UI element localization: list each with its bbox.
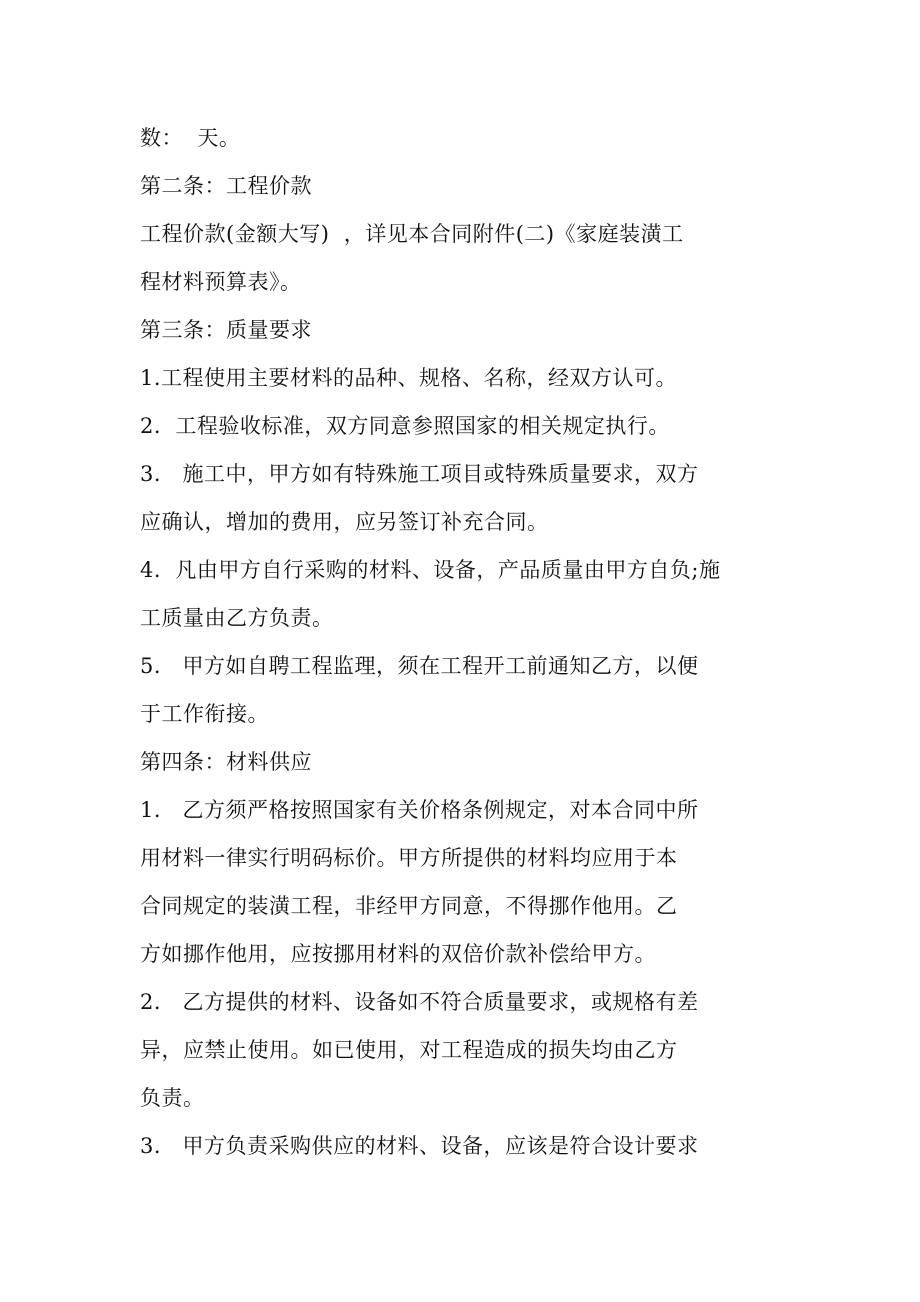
text-line-days: 数： 天。 — [140, 126, 241, 150]
text-line: 异，应禁止使用。如已使用，对工程造成的损失均由乙方 — [140, 1038, 678, 1062]
heading-article-3: 第三条：质量要求 — [140, 318, 312, 342]
list-item-quality-2: 2. 工程验收标准，双方同意参照国家的相关规定执行。 — [140, 414, 670, 438]
list-item-supply-3: 3. 甲方负责采购供应的材料、设备，应该是符合设计要求 — [140, 1134, 699, 1158]
heading-article-4: 第四条：材料供应 — [140, 750, 312, 774]
text-line: 程材料预算表》。 — [140, 270, 302, 294]
list-item-quality-1: 1.工程使用主要材料的品种、规格、名称，经双方认可。 — [140, 366, 678, 390]
text-line: 应确认，增加的费用，应另签订补充合同。 — [140, 510, 549, 534]
list-item-quality-3: 3. 施工中，甲方如有特殊施工项目或特殊质量要求，双方 — [140, 462, 699, 486]
heading-article-2: 第二条：工程价款 — [140, 174, 312, 198]
list-item-supply-2: 2. 乙方提供的材料、设备如不符合质量要求，或规格有差 — [140, 990, 699, 1014]
list-item-supply-1: 1. 乙方须严格按照国家有关价格条例规定，对本合同中所 — [140, 798, 699, 822]
text-line: 合同规定的装潢工程，非经甲方同意，不得挪作他用。乙 — [140, 894, 678, 918]
list-item-quality-5: 5. 甲方如自聘工程监理，须在工程开工前通知乙方，以便 — [140, 654, 699, 678]
list-item-quality-4: 4. 凡由甲方自行采购的材料、设备，产品质量由甲方自负;施 — [140, 558, 721, 582]
text-line: 于工作衔接。 — [140, 702, 269, 726]
text-line: 负责。 — [140, 1086, 205, 1110]
text-line: 方如挪作他用，应按挪用材料的双倍价款补偿给甲方。 — [140, 942, 656, 966]
text-line: 工质量由乙方负责。 — [140, 606, 334, 630]
text-line: 用材料一律实行明码标价。甲方所提供的材料均应用于本 — [140, 846, 678, 870]
text-line: 工程价款(金额大写) ，详见本合同附件(二)《家庭装潢工 — [140, 222, 684, 246]
